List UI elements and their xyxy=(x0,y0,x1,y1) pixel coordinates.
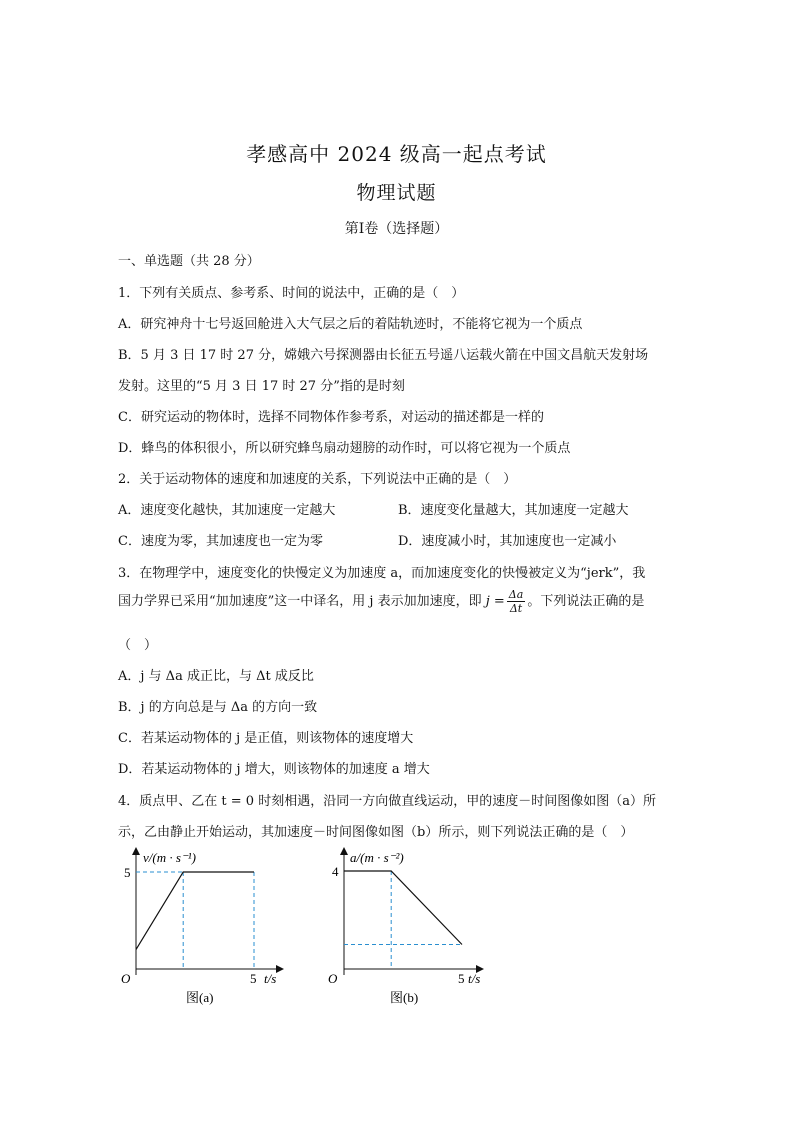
q3-formula-numerator: Δa xyxy=(508,588,524,601)
q1-option-b-line1: B．5 月 3 日 17 时 27 分，嫦娥六号探测器由长征五号遥八运载火箭在中国文昌航天发射场 xyxy=(118,348,649,363)
q3-option-c: C．若某运动物体的 j 是正值，则该物体的速度增大 xyxy=(118,731,414,746)
figure-b-y-tick: 4 xyxy=(332,864,339,879)
q2-option-c: C．速度为零，其加速度也一定为零 xyxy=(118,534,323,549)
figure-a-chart xyxy=(110,845,310,1010)
q3-option-d: D．若某运动物体的 j 增大，则该物体的加速度 a 增大 xyxy=(118,762,430,777)
q3-formula-fraction xyxy=(507,588,526,615)
q3-line3: （ ） xyxy=(118,638,158,653)
q2-option-d: D．速度减小时，其加速度也一定减小 xyxy=(398,534,617,549)
q2-stem: 2．关于运动物体的速度和加速度的关系，下列说法中正确的是（ ） xyxy=(118,472,517,487)
figure-a-y-tick: 5 xyxy=(124,865,131,880)
section-heading: 一、单选题（共 28 分） xyxy=(118,254,260,269)
q3-line1: 3．在物理学中，速度变化的快慢定义为加速度 a，而加速度变化的快慢被定义为“jerk”，我 xyxy=(118,566,646,581)
figure-a-velocity-line xyxy=(136,872,254,950)
q1-option-a: A．研究神舟十七号返回舱进入大气层之后的着陆轨迹时，不能将它视为一个质点 xyxy=(118,317,583,332)
figure-b-origin: O xyxy=(328,971,338,986)
figure-a-x-label: t/s xyxy=(264,971,277,986)
q3-option-a: A．j 与 Δa 成正比，与 Δt 成反比 xyxy=(118,669,314,684)
figure-b-acceleration-line xyxy=(344,871,462,945)
figure-a-origin: O xyxy=(121,971,131,986)
q1-option-d: D．蜂鸟的体积很小，所以研究蜂鸟扇动翅膀的动作时，可以将它视为一个质点 xyxy=(118,441,571,456)
figure-b-x-label: t/s xyxy=(468,971,481,986)
exam-title: 孝感高中 2024 级高一起点考试 xyxy=(246,142,547,166)
figure-a-y-label: v/(m · s⁻¹) xyxy=(143,850,196,865)
q2-option-b: B．速度变化量越大，其加速度一定越大 xyxy=(398,503,629,518)
figure-b-y-label: a/(m · s⁻²) xyxy=(350,850,404,865)
q1-option-b-line2: 发射。这里的“5 月 3 日 17 时 27 分”指的是时刻 xyxy=(118,379,405,394)
q4-line1: 4．质点甲、乙在 t = 0 时刻相遇，沿同一方向做直线运动，甲的速度－时间图像如图（a）所 xyxy=(118,794,656,809)
figure-a-y-arrow xyxy=(132,847,140,855)
figure-a-x-tick: 5 xyxy=(250,971,257,986)
figure-b-chart xyxy=(310,845,510,1010)
figure-b-caption: 图(b) xyxy=(390,990,419,1005)
figure-b-x-tick: 5 xyxy=(458,971,465,986)
q2-option-a: A．速度变化越快，其加速度一定越大 xyxy=(118,503,336,518)
q3-line2-tail: 。下列说法正确的是 xyxy=(527,594,645,609)
q1-stem: 1．下列有关质点、参考系、时间的说法中，正确的是（ ） xyxy=(118,286,465,301)
q3-formula-lhs: j = xyxy=(485,594,505,609)
subject-title: 物理试题 xyxy=(356,182,437,204)
q1-option-c: C．研究运动的物体时，选择不同物体作参考系，对运动的描述都是一样的 xyxy=(118,410,544,425)
q3-formula-denominator: Δt xyxy=(509,602,523,615)
q3-line2 xyxy=(118,588,644,615)
q3-option-b: B．j 的方向总是与 Δa 的方向一致 xyxy=(118,700,318,715)
q4-line2: 示，乙由静止开始运动，其加速度－时间图像如图（b）所示，则下列说法正确的是（ ） xyxy=(118,825,634,840)
figure-b-y-arrow xyxy=(340,847,348,855)
volume-title: 第Ⅰ卷（选择题） xyxy=(344,221,449,237)
figure-a-caption: 图(a) xyxy=(186,990,214,1005)
q3-line2-text: 国力学界已采用“加加速度”这一中译名，用 j 表示加加速度，即 xyxy=(118,594,482,609)
figure-a-x-arrow xyxy=(276,965,284,973)
